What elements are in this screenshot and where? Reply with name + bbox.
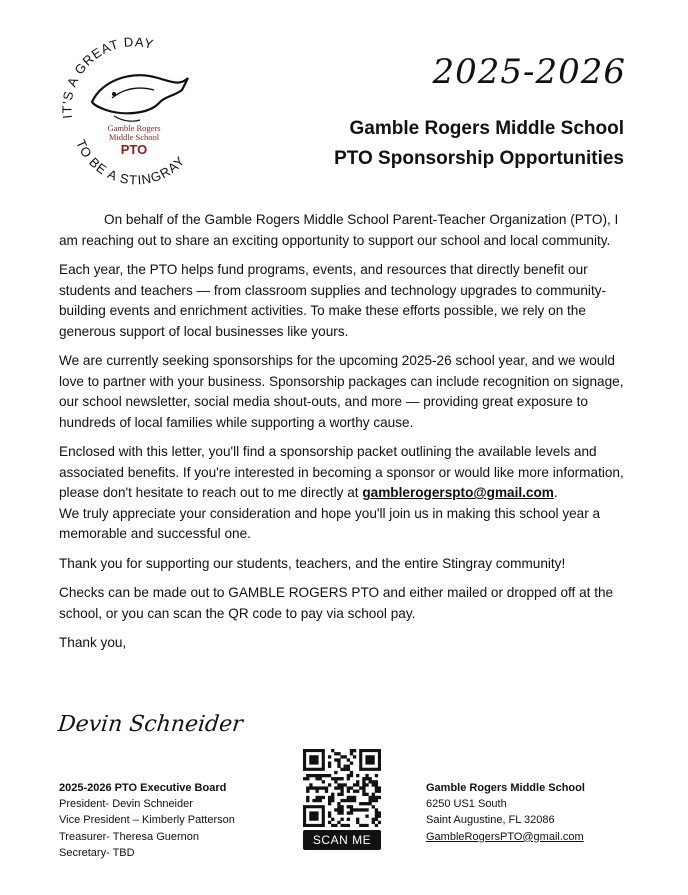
signature: Devin Schneider [56,712,245,737]
letter-body [59,210,631,663]
contact-title: Gamble Rogers Middle School [426,782,585,794]
executive-board [59,780,235,861]
scan-me-label: SCAN ME [303,830,381,850]
school-year: 2025-2026 [432,52,626,92]
packet-text: Enclosed with this letter, you'll find a sponsorship packet outlining the available levels and associated benefits. If you're interested in becoming a sponsor or would like more information, please don't hesitate to reach out to me directly at [59,444,624,500]
board-member: Secretary- TBD [59,846,135,859]
contact-email-link[interactable]: gamblerogerspto@gmail.com [362,485,554,500]
paragraph-intro: On behalf of the Gamble Rogers Middle School Parent-Teacher Organization (PTO), I am reaching out to share an exciting opportunity to support our school and local community. [59,212,619,248]
pto-logo [54,30,214,190]
closing: Thank you, [59,635,127,650]
paragraph-funding: Each year, the PTO helps fund programs, events, and resources that directly benefit our students and teachers — from classroom supplies and technology upgrades to community-building events and enrichment activities. To make these efforts possible, we rely on the generous support of local businesses like yours. [59,262,607,339]
paragraph-sponsorship: We are currently seeking sponsorships for the upcoming 2025-26 school year, and we would love to partner with your business. Sponsorship packages can include recognition on signage, our school newsletter, social media shout-outs, and more — providing great exposure to hundreds of local families while supporting a worthy cause. [59,353,624,430]
school-contact [426,780,585,845]
logo-arc-bottom: TO BE A STINGRAY [73,137,188,188]
logo-school-line2: Middle School [108,132,160,142]
contact-address-1: 6250 US1 South [426,798,507,811]
paragraph-checks: Checks can be made out to GAMBLE ROGERS PTO and either mailed or dropped off at the school, or you can scan the QR code to pay via school pay. [59,585,614,621]
stingray-logo-icon [54,30,214,190]
contact-email[interactable]: GambleRogersPTO@gmail.com [426,830,584,843]
board-member: Vice President – Kimberly Patterson [59,814,235,827]
page-title [334,114,624,174]
contact-address-2: Saint Augustine, FL 32086 [426,814,555,827]
logo-school-line1: Gamble Rogers [107,123,161,133]
logo-arc-top: IT'S A GREAT DAY [59,34,156,120]
qr-code-icon [303,749,381,827]
school-name: Gamble Rogers Middle School [349,118,624,139]
board-title: 2025-2026 PTO Executive Board [59,782,227,794]
paragraph-packet [59,442,631,504]
packet-text-end: . [553,485,558,500]
board-member: President- Devin Schneider [59,798,193,811]
board-member: Treasurer- Theresa Guernon [59,830,200,843]
paragraph-appreciation: We truly appreciate your consideration and hope you'll join us in making this school year a memorable and successful one. [59,505,601,541]
paragraph-thanks: Thank you for supporting our students, teachers, and the entire Stingray community! [59,555,566,571]
qr-code[interactable] [303,749,381,850]
logo-org: PTO [120,142,148,157]
page-subtitle: PTO Sponsorship Opportunities [334,148,624,169]
